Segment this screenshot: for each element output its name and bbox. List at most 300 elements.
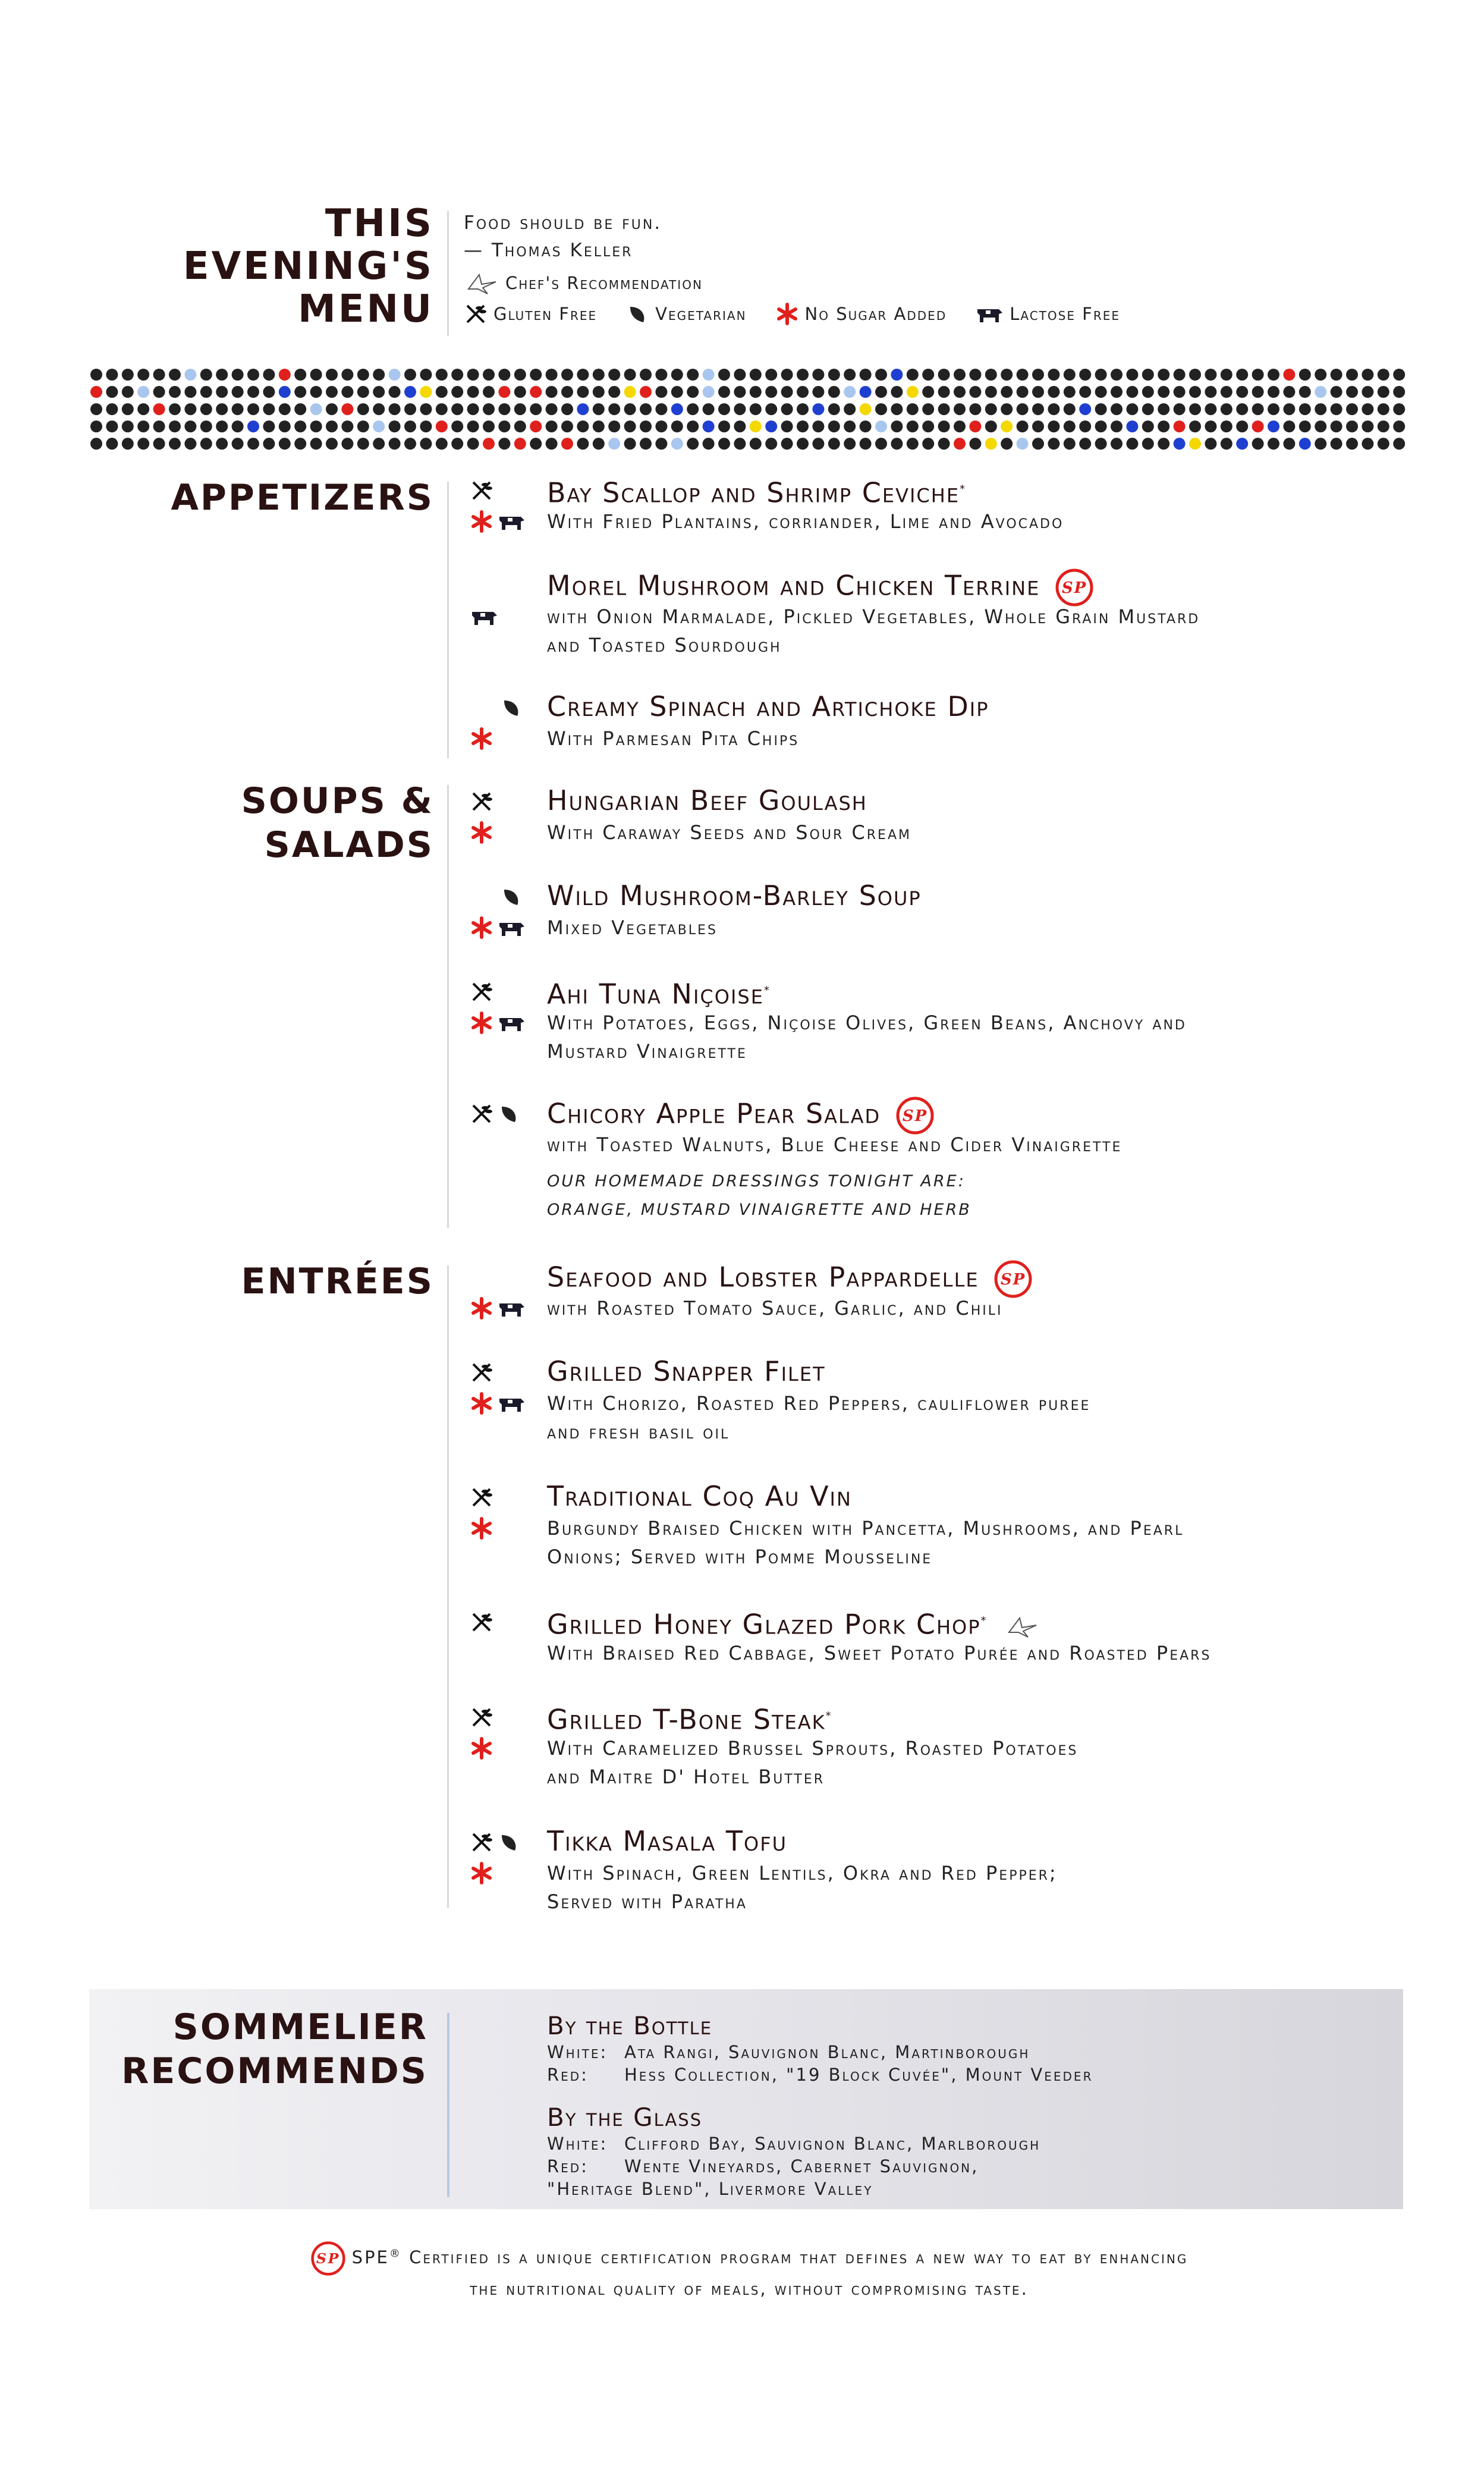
decorative-dot — [279, 438, 291, 450]
decorative-dot — [279, 420, 291, 432]
decorative-dot — [703, 386, 715, 398]
decorative-dot — [90, 386, 102, 398]
decorative-dot — [169, 403, 181, 415]
decorative-dot — [765, 403, 777, 415]
decorative-dot — [985, 438, 997, 450]
decorative-dot — [1221, 386, 1233, 398]
decorative-dot — [1142, 369, 1154, 381]
decorative-dot — [1158, 420, 1169, 432]
decorative-dot — [263, 386, 275, 398]
decorative-dot — [530, 438, 542, 450]
wheat-icon — [470, 1485, 493, 1509]
decorative-dot — [1095, 403, 1107, 415]
decorative-dot — [1017, 438, 1029, 450]
decorative-dot — [1017, 420, 1029, 432]
decorative-dot — [1252, 438, 1264, 450]
decorative-dot — [1048, 438, 1059, 450]
decorative-dot — [1252, 386, 1264, 398]
decorative-dot — [1362, 369, 1373, 381]
decorative-dot — [781, 386, 793, 398]
decorative-dot — [122, 386, 134, 398]
decorative-dot — [436, 386, 448, 398]
decorative-dot — [608, 420, 620, 432]
dish-description: with Onion Marmalade, Pickled Vegetables, Whole Grain Mustard and Toasted Sourdough — [547, 605, 1200, 656]
decorative-dot — [420, 403, 432, 415]
decorative-dot — [1032, 369, 1044, 381]
decorative-dot — [1064, 403, 1076, 415]
decorative-dot — [624, 369, 636, 381]
dish-description: with Toasted Walnuts, Blue Cheese and Cider Vinaigrette — [547, 1133, 1123, 1156]
no-sugar-icon — [775, 302, 799, 326]
bottle-red: Red: Hess Collection, "19 Block Cuvée", Mount Veeder — [547, 2065, 1093, 2085]
decorative-dot — [1315, 369, 1326, 381]
decorative-dot — [232, 386, 244, 398]
decorative-dot — [703, 420, 715, 432]
decorative-dot — [90, 420, 102, 432]
decorative-dot — [718, 386, 730, 398]
decorative-dot — [90, 369, 102, 381]
decorative-dot — [1001, 386, 1013, 398]
decorative-dot — [1236, 420, 1248, 432]
decorative-dot — [561, 403, 573, 415]
dish-icons — [470, 1357, 541, 1419]
decorative-dot — [106, 369, 118, 381]
decorative-dot — [420, 438, 432, 450]
decorative-dot — [671, 386, 683, 398]
leaf-icon — [497, 1830, 521, 1854]
decorative-dot — [420, 369, 432, 381]
decorative-dot — [750, 369, 762, 381]
decorative-dot — [436, 403, 448, 415]
decorative-dot — [514, 438, 526, 450]
decorative-dot — [216, 369, 228, 381]
decorative-dot — [514, 386, 526, 398]
decorative-dot — [326, 403, 338, 415]
spe-certified-icon — [310, 2241, 346, 2276]
decorative-dot — [608, 369, 620, 381]
decorative-dot — [184, 420, 196, 432]
header-divider — [447, 211, 449, 336]
dish-name: Grilled Honey Glazed Pork Chop* — [547, 1604, 1040, 1641]
no-sugar-icon — [470, 1861, 493, 1885]
decorative-dot — [938, 386, 950, 398]
decorative-dot — [907, 420, 919, 432]
svg-text:SP: SP — [1001, 1271, 1026, 1289]
decorative-dot — [907, 386, 919, 398]
decorative-dot — [294, 403, 306, 415]
decorative-dot — [844, 420, 856, 432]
dish-name: Bay Scallop and Shrimp Ceviche* — [547, 476, 967, 509]
svg-text:SP: SP — [1061, 579, 1087, 597]
decorative-dot — [294, 386, 306, 398]
decorative-dot — [797, 403, 809, 415]
decorative-dot — [922, 438, 934, 450]
decorative-dot — [797, 386, 809, 398]
decorative-dot — [451, 369, 463, 381]
decorative-dot — [1378, 403, 1389, 415]
decorative-dot — [1221, 369, 1233, 381]
decorative-dot — [687, 403, 699, 415]
decorative-dot — [341, 438, 353, 450]
decorative-dot — [184, 369, 196, 381]
wheat-icon — [464, 302, 488, 326]
decorative-dot — [1268, 438, 1279, 450]
decorative-dot — [341, 369, 353, 381]
decorative-dot — [546, 420, 558, 432]
decorative-dot — [1001, 438, 1013, 450]
decorative-dot — [734, 438, 746, 450]
decorative-dot — [341, 386, 353, 398]
decorative-dot — [357, 438, 369, 450]
decorative-dot — [671, 420, 683, 432]
decorative-dot — [577, 369, 589, 381]
dish-description: With Fried Plantains, corriander, Lime and Avocado — [547, 510, 1064, 533]
decorative-dot — [891, 369, 903, 381]
decorative-dot — [498, 438, 510, 450]
decorative-dot — [844, 386, 856, 398]
decorative-dot — [985, 369, 997, 381]
decorative-dot — [1174, 386, 1186, 398]
decorative-dot — [122, 420, 134, 432]
no-sugar-icon — [470, 727, 493, 750]
decorative-dot — [1095, 420, 1107, 432]
decorative-dot — [1378, 420, 1389, 432]
no-sugar-icon — [470, 510, 493, 533]
decorative-dot — [546, 438, 558, 450]
dish-icons — [470, 475, 541, 537]
decorative-dot — [1064, 438, 1076, 450]
decorative-dot — [1017, 403, 1029, 415]
dish-description: Burgundy Braised Chicken with Pancetta, Mushrooms, and Pearl Onions; Served with Pomme Mousseline — [547, 1517, 1184, 1568]
decorative-dot — [169, 420, 181, 432]
decorative-dot — [373, 420, 385, 432]
decorative-dot — [467, 403, 479, 415]
decorative-dot — [765, 369, 777, 381]
decorative-dot — [389, 438, 401, 450]
section-title-appetizers: APPETIZERS — [171, 477, 434, 519]
no-sugar-icon — [470, 1516, 493, 1540]
decorative-dot — [718, 403, 730, 415]
decorative-dot — [922, 403, 934, 415]
decorative-dot — [1221, 420, 1233, 432]
no-sugar-icon — [470, 1736, 493, 1760]
decorative-dot — [734, 420, 746, 432]
decorative-dot — [247, 438, 259, 450]
dish-icons — [470, 1702, 541, 1764]
dish-icons — [470, 1098, 541, 1129]
decorative-dot — [546, 386, 558, 398]
decorative-dot — [969, 438, 981, 450]
decorative-dot — [1378, 386, 1389, 398]
decorative-dot — [483, 438, 495, 450]
decorative-dot — [1079, 369, 1091, 381]
decorative-dot — [860, 420, 872, 432]
decorative-dot — [985, 420, 997, 432]
decorative-dot — [1205, 420, 1216, 432]
decorative-dot — [593, 403, 605, 415]
decorative-dot — [938, 369, 950, 381]
decorative-dot — [1032, 403, 1044, 415]
decorative-dot — [938, 438, 950, 450]
decorative-dot — [546, 403, 558, 415]
decorative-dot — [844, 369, 856, 381]
decorative-dot — [655, 386, 667, 398]
decorative-dot — [1236, 369, 1248, 381]
no-sugar-icon — [470, 916, 493, 940]
decorative-dot — [263, 420, 275, 432]
decorative-dot — [1032, 386, 1044, 398]
decorative-dot — [1158, 369, 1169, 381]
decorative-dot — [294, 369, 306, 381]
wheat-icon — [470, 479, 493, 502]
decorative-dot — [1079, 386, 1091, 398]
decorative-dot — [106, 386, 118, 398]
decorative-dot — [1378, 369, 1389, 381]
decorative-dot — [420, 420, 432, 432]
decorative-dot — [1252, 369, 1264, 381]
decorative-dot — [514, 369, 526, 381]
decorative-dot — [216, 386, 228, 398]
decorative-dot — [1142, 386, 1154, 398]
cow-icon — [497, 916, 526, 940]
cow-icon — [975, 302, 1004, 326]
decorative-dot — [1236, 438, 1248, 450]
decorative-dot — [985, 386, 997, 398]
decorative-dot — [1283, 420, 1295, 432]
decorative-dot — [561, 438, 573, 450]
by-the-glass — [547, 2103, 1391, 2200]
dish-icons — [470, 1482, 541, 1544]
decorative-dot — [1095, 369, 1107, 381]
decorative-dot — [1064, 386, 1076, 398]
decorative-dot — [153, 386, 165, 398]
decorative-dot — [1064, 369, 1076, 381]
cow-icon — [497, 510, 526, 533]
decorative-dot — [310, 403, 322, 415]
decorative-dot — [1048, 403, 1059, 415]
decorative-dot — [216, 403, 228, 415]
dish-description: with Roasted Tomato Sauce, Garlic, and Chili — [547, 1297, 1003, 1320]
dish-name: Ahi Tuna Niçoise* — [547, 978, 771, 1010]
cow-icon — [497, 1391, 526, 1415]
decorative-dot — [938, 420, 950, 432]
decorative-dot — [1189, 438, 1201, 450]
decorative-dot — [1126, 369, 1138, 381]
wheat-icon — [470, 1830, 493, 1854]
decorative-dot — [1268, 386, 1279, 398]
chef-star-icon — [1004, 1614, 1040, 1638]
decorative-dot — [703, 438, 715, 450]
decorative-dot — [232, 420, 244, 432]
decorative-dot — [404, 420, 416, 432]
decorative-dot — [326, 386, 338, 398]
decorative-dot — [718, 438, 730, 450]
decorative-dot — [750, 386, 762, 398]
decorative-dot — [1283, 438, 1295, 450]
leaf-icon — [497, 1102, 521, 1126]
decorative-dot — [875, 420, 887, 432]
decorative-dot — [891, 403, 903, 415]
soups-divider — [447, 785, 449, 1228]
decorative-dot — [279, 369, 291, 381]
decorative-dot — [844, 403, 856, 415]
decorative-dot — [1362, 438, 1373, 450]
decorative-dot — [247, 386, 259, 398]
decorative-dot — [860, 369, 872, 381]
decorative-dot — [1126, 420, 1138, 432]
decorative-dot — [561, 420, 573, 432]
decorative-dot — [310, 369, 322, 381]
decorative-dot — [1174, 438, 1186, 450]
decorative-dot — [1142, 420, 1154, 432]
entrees-divider — [447, 1265, 449, 1908]
decorative-dot — [1205, 386, 1216, 398]
leaf-icon — [625, 302, 649, 326]
decorative-dot — [1236, 403, 1248, 415]
decorative-dot — [106, 420, 118, 432]
decorative-dot — [1017, 386, 1029, 398]
decorative-dot — [1079, 420, 1091, 432]
decorative-dot — [310, 438, 322, 450]
decorative-dot — [860, 403, 872, 415]
glass-white: White: Clifford Bay, Sauvignon Blanc, Marlborough — [547, 2134, 1041, 2154]
decorative-dot — [1032, 420, 1044, 432]
decorative-dot — [467, 420, 479, 432]
dish-name: Grilled Snapper Filet — [547, 1355, 826, 1387]
spe-certified-icon — [993, 1259, 1033, 1299]
decorative-dot — [106, 438, 118, 450]
wheat-icon — [470, 1610, 493, 1634]
decorative-dot — [530, 386, 542, 398]
decorative-dot — [1158, 438, 1169, 450]
decorative-dot — [907, 403, 919, 415]
decorative-dot — [765, 438, 777, 450]
decorative-dot — [389, 420, 401, 432]
quote: Food should be fun. — Thomas Keller — [464, 212, 662, 261]
decorative-dot — [546, 369, 558, 381]
decorative-dot — [1205, 438, 1216, 450]
decorative-dot — [498, 386, 510, 398]
decorative-dot — [781, 403, 793, 415]
glass-red: Red: Wente Vineyards, Cabernet Sauvignon, — [547, 2156, 979, 2176]
decorative-dot — [1362, 403, 1373, 415]
decorative-dot — [1378, 438, 1389, 450]
decorative-dot — [765, 420, 777, 432]
decorative-dot — [169, 438, 181, 450]
decorative-dot — [812, 438, 824, 450]
decorative-dot — [703, 369, 715, 381]
decorative-dot — [184, 403, 196, 415]
legend — [464, 268, 1138, 329]
decorative-dot — [875, 438, 887, 450]
decorative-dot — [530, 420, 542, 432]
decorative-dot — [326, 438, 338, 450]
dish-icons — [470, 1827, 541, 1889]
no-sugar-icon — [470, 1296, 493, 1320]
wheat-icon — [470, 790, 493, 813]
chef-star-icon — [464, 271, 499, 295]
decorative-dot — [734, 369, 746, 381]
decorative-dot — [922, 420, 934, 432]
decorative-dot — [828, 438, 840, 450]
decorative-dot — [1331, 438, 1342, 450]
decorative-dot — [216, 420, 228, 432]
decorative-dot — [216, 438, 228, 450]
decorative-dot — [812, 420, 824, 432]
dish-description: With Caraway Seeds and Sour Cream — [547, 821, 911, 844]
decorative-dot — [90, 403, 102, 415]
decorative-dot — [1315, 438, 1326, 450]
decorative-dot — [200, 369, 212, 381]
decorative-dot — [1158, 403, 1169, 415]
decorative-dot — [1111, 369, 1123, 381]
decorative-dot — [436, 369, 448, 381]
decorative-dot — [357, 369, 369, 381]
decorative-dot — [310, 420, 322, 432]
no-sugar-icon — [470, 821, 493, 844]
decorative-dot — [671, 369, 683, 381]
decorative-dot — [1393, 386, 1405, 398]
decorative-dot — [640, 386, 652, 398]
dish-description: With Spinach, Green Lentils, Okra and Red Pepper; Served with Paratha — [547, 1862, 1058, 1913]
decorative-dot — [326, 369, 338, 381]
decorative-dot — [1331, 420, 1342, 432]
decorative-dot — [781, 369, 793, 381]
decorative-dot — [389, 369, 401, 381]
decorative-dot — [750, 403, 762, 415]
dish-name: Tikka Masala Tofu — [547, 1825, 788, 1857]
decorative-dot — [1236, 386, 1248, 398]
section-title-entrees: ENTRÉES — [241, 1261, 434, 1302]
decorative-dot — [655, 403, 667, 415]
decorative-dot — [1001, 403, 1013, 415]
decorative-dot — [122, 438, 134, 450]
decorative-dot — [1299, 403, 1311, 415]
decorative-dot — [404, 403, 416, 415]
decorative-dot — [875, 403, 887, 415]
decorative-dot — [640, 369, 652, 381]
decorative-dot — [875, 386, 887, 398]
by-the-glass-heading: By the Glass — [547, 2103, 703, 2132]
decorative-dot — [624, 420, 636, 432]
decorative-dot — [326, 420, 338, 432]
spe-certified-icon — [1055, 568, 1094, 607]
decorative-dot — [1126, 386, 1138, 398]
decorative-dot — [1126, 438, 1138, 450]
decorative-dot — [954, 420, 966, 432]
decorative-dot — [200, 438, 212, 450]
no-sugar-icon — [470, 1391, 493, 1415]
decorative-dot — [608, 438, 620, 450]
decorative-dot — [483, 420, 495, 432]
dish-description: With Braised Red Cabbage, Sweet Potato Purée and Roasted Pears — [547, 1642, 1212, 1664]
decorative-dot — [1079, 438, 1091, 450]
decorative-dot — [451, 386, 463, 398]
dish-icons — [470, 570, 541, 632]
decorative-dot — [1111, 403, 1123, 415]
decorative-dot — [1299, 369, 1311, 381]
leaf-icon — [499, 696, 523, 720]
decorative-dot — [1174, 369, 1186, 381]
decorative-dot — [137, 420, 149, 432]
decorative-dot — [828, 369, 840, 381]
decorative-dot — [1174, 403, 1186, 415]
decorative-dot — [1283, 369, 1295, 381]
decorative-dot — [247, 420, 259, 432]
decorative-dot — [1299, 438, 1311, 450]
decorative-dot — [1362, 420, 1373, 432]
decorative-dot — [279, 403, 291, 415]
